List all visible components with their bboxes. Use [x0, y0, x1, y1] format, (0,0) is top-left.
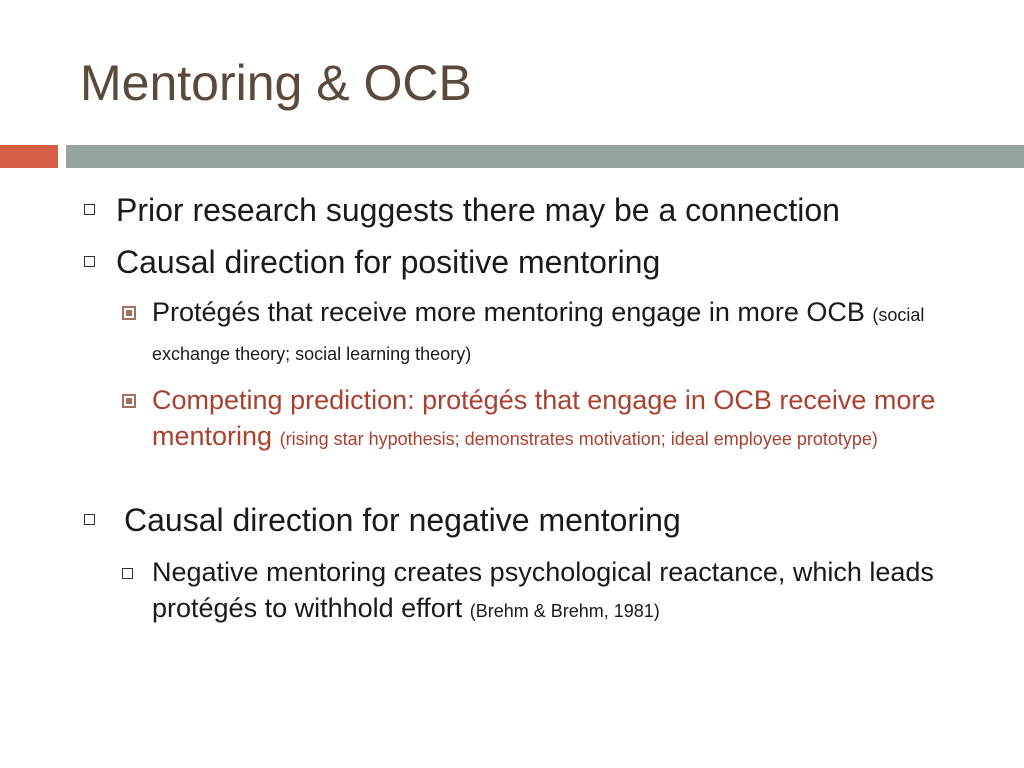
hollow-square-bullet-icon [84, 204, 95, 215]
hollow-square-bullet-icon [84, 514, 95, 525]
bullet-text: Causal direction for negative mentoring [124, 502, 681, 538]
sub-bullet-proteges-receive [122, 294, 972, 372]
bullet-prior-research [84, 190, 1014, 230]
bullet-negative-mentoring [84, 500, 1014, 540]
bullet-text: Prior research suggests there may be a connection [116, 192, 840, 228]
sub-bullet-text: Competing prediction: protégés that engage in OCB receive more mentoring [152, 385, 936, 451]
filled-square-bullet-icon [122, 394, 136, 408]
citation-note: (rising star hypothesis; demonstrates motivation; ideal employee prototype) [279, 429, 878, 449]
title-accent-bar [0, 145, 58, 168]
hollow-square-bullet-icon [84, 256, 95, 267]
citation-note: (social exchange theory; social learning theory) [152, 305, 925, 364]
sub-bullet-text: Protégés that receive more mentoring engage in more OCB [152, 297, 865, 327]
citation-note: (Brehm & Brehm, 1981) [469, 601, 660, 621]
bullet-text: Causal direction for positive mentoring [116, 244, 661, 280]
hollow-square-bullet-icon [122, 568, 133, 579]
title-divider-bar [66, 145, 1024, 168]
filled-square-bullet-icon [122, 306, 136, 320]
sub-bullet-competing-prediction [122, 382, 972, 457]
bullet-positive-mentoring [84, 242, 1014, 282]
sub-bullet-psychological-reactance [122, 554, 982, 629]
slide-title: Mentoring & OCB [80, 55, 472, 111]
sub-bullet-text: Negative mentoring creates psychological reactance, which leads protégés to withhold effort [152, 557, 934, 623]
